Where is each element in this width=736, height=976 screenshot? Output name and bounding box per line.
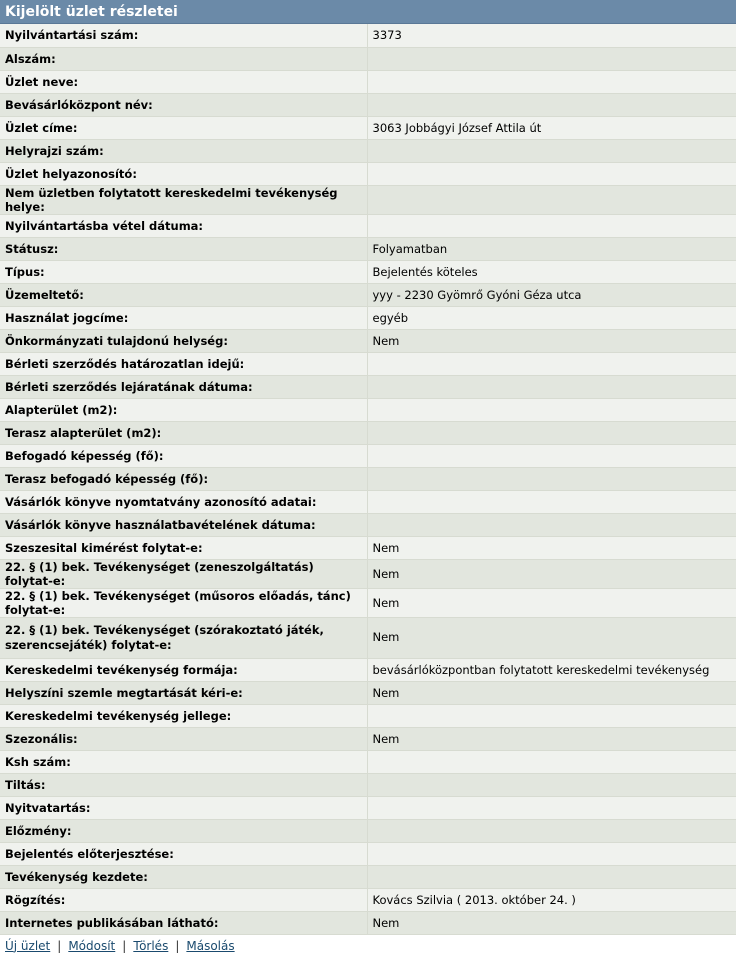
table-row — [0, 24, 736, 47]
field-label: Bejelentés előterjesztése: — [0, 842, 367, 865]
field-value — [367, 796, 736, 819]
table-row — [0, 681, 736, 704]
field-label: Ksh szám: — [0, 750, 367, 773]
table-row — [0, 588, 736, 617]
field-label: 22. § (1) bek. Tevékenységet (műsoros előadás, tánc) folytat-e: — [0, 588, 367, 617]
field-label: Helyrajzi szám: — [0, 139, 367, 162]
table-row — [0, 375, 736, 398]
field-label: Üzlet címe: — [0, 116, 367, 139]
table-row — [0, 467, 736, 490]
field-label: 22. § (1) bek. Tevékenységet (zeneszolgáltatás) folytat-e: — [0, 559, 367, 588]
field-label: Szeszesital kimérést folytat-e: — [0, 536, 367, 559]
field-label: Nem üzletben folytatott kereskedelmi tevékenység helye: — [0, 185, 367, 214]
details-table — [0, 24, 736, 935]
table-row — [0, 306, 736, 329]
table-row — [0, 352, 736, 375]
table-row — [0, 162, 736, 185]
field-label: Üzlet helyazonosító: — [0, 162, 367, 185]
field-label: Státusz: — [0, 237, 367, 260]
field-value: Nem — [367, 727, 736, 750]
field-value — [367, 842, 736, 865]
field-label: Alapterület (m2): — [0, 398, 367, 421]
field-value: Kovács Szilvia ( 2013. október 24. ) — [367, 888, 736, 911]
field-label: Kereskedelmi tevékenység jellege: — [0, 704, 367, 727]
field-value: Nem — [367, 329, 736, 352]
field-label: Terasz befogadó képesség (fő): — [0, 467, 367, 490]
table-row — [0, 842, 736, 865]
field-value — [367, 444, 736, 467]
field-value — [367, 375, 736, 398]
field-value: Folyamatban — [367, 237, 736, 260]
action-bar — [0, 935, 736, 957]
table-row — [0, 398, 736, 421]
table-row — [0, 139, 736, 162]
field-label: Bérleti szerződés lejáratának dátuma: — [0, 375, 367, 398]
field-value — [367, 352, 736, 375]
separator: | — [175, 938, 180, 953]
field-label: Alszám: — [0, 47, 367, 70]
field-value: Nem — [367, 617, 736, 658]
separator: | — [57, 938, 62, 953]
field-value: egyéb — [367, 306, 736, 329]
field-value — [367, 398, 736, 421]
edit-link[interactable]: Módosít — [68, 938, 116, 953]
table-row — [0, 70, 736, 93]
table-row — [0, 750, 736, 773]
table-row — [0, 260, 736, 283]
field-label: Terasz alapterület (m2): — [0, 421, 367, 444]
field-value — [367, 490, 736, 513]
table-row — [0, 329, 736, 352]
field-value — [367, 467, 736, 490]
field-label: Tevékenység kezdete: — [0, 865, 367, 888]
field-value: yyy - 2230 Gyömrő Gyóni Géza utca — [367, 283, 736, 306]
field-value — [367, 162, 736, 185]
field-label: Előzmény: — [0, 819, 367, 842]
table-row — [0, 421, 736, 444]
field-label: Szezonális: — [0, 727, 367, 750]
table-row — [0, 214, 736, 237]
table-row — [0, 283, 736, 306]
delete-link[interactable]: Törlés — [133, 938, 169, 953]
field-label: Bevásárlóközpont név: — [0, 93, 367, 116]
table-row — [0, 704, 736, 727]
table-row — [0, 911, 736, 934]
field-value: Nem — [367, 588, 736, 617]
field-value — [367, 865, 736, 888]
field-value — [367, 214, 736, 237]
field-label: Nyitvatartás: — [0, 796, 367, 819]
field-label: Befogadó képesség (fő): — [0, 444, 367, 467]
field-label: Üzlet neve: — [0, 70, 367, 93]
table-row — [0, 444, 736, 467]
table-row — [0, 773, 736, 796]
field-label: Kereskedelmi tevékenység formája: — [0, 658, 367, 681]
field-value: Nem — [367, 911, 736, 934]
field-label: Nyilvántartási szám: — [0, 24, 367, 47]
field-label: Vásárlók könyve nyomtatvány azonosító adatai: — [0, 490, 367, 513]
field-value — [367, 513, 736, 536]
field-value: bevásárlóközpontban folytatott kereskedelmi tevékenység — [367, 658, 736, 681]
table-row — [0, 865, 736, 888]
field-value — [367, 47, 736, 70]
field-value — [367, 819, 736, 842]
field-value — [367, 139, 736, 162]
separator: | — [122, 938, 127, 953]
field-value — [367, 704, 736, 727]
table-row — [0, 536, 736, 559]
table-row — [0, 658, 736, 681]
field-value: 3063 Jobbágyi József Attila út — [367, 116, 736, 139]
field-label: Típus: — [0, 260, 367, 283]
field-label: 22. § (1) bek. Tevékenységet (szórakoztató játék, szerencsejáték) folytat-e: — [0, 617, 367, 658]
table-row — [0, 93, 736, 116]
table-row — [0, 819, 736, 842]
field-label: Rögzítés: — [0, 888, 367, 911]
field-label: Tiltás: — [0, 773, 367, 796]
table-row — [0, 237, 736, 260]
table-row — [0, 185, 736, 214]
table-row — [0, 796, 736, 819]
table-row — [0, 490, 736, 513]
field-value — [367, 185, 736, 214]
table-row — [0, 617, 736, 658]
panel-title: Kijelölt üzlet részletei — [0, 0, 736, 24]
field-value: Nem — [367, 536, 736, 559]
field-value — [367, 421, 736, 444]
table-row — [0, 888, 736, 911]
field-value — [367, 773, 736, 796]
field-value: Nem — [367, 681, 736, 704]
field-label: Helyszíni szemle megtartását kéri-e: — [0, 681, 367, 704]
table-row — [0, 47, 736, 70]
field-value: 3373 — [367, 24, 736, 47]
field-value — [367, 70, 736, 93]
field-label: Internetes publikásában látható: — [0, 911, 367, 934]
table-row — [0, 513, 736, 536]
field-label: Üzemeltető: — [0, 283, 367, 306]
table-row — [0, 116, 736, 139]
table-row — [0, 727, 736, 750]
table-row — [0, 559, 736, 588]
field-value: Nem — [367, 559, 736, 588]
copy-link[interactable]: Másolás — [186, 938, 235, 953]
field-label: Bérleti szerződés határozatlan idejű: — [0, 352, 367, 375]
field-label: Nyilvántartásba vétel dátuma: — [0, 214, 367, 237]
field-label: Vásárlók könyve használatbavételének dátuma: — [0, 513, 367, 536]
new-shop-link[interactable]: Új üzlet — [5, 938, 51, 953]
field-value: Bejelentés köteles — [367, 260, 736, 283]
field-value — [367, 750, 736, 773]
field-label: Önkormányzati tulajdonú helység: — [0, 329, 367, 352]
field-value — [367, 93, 736, 116]
field-label: Használat jogcíme: — [0, 306, 367, 329]
